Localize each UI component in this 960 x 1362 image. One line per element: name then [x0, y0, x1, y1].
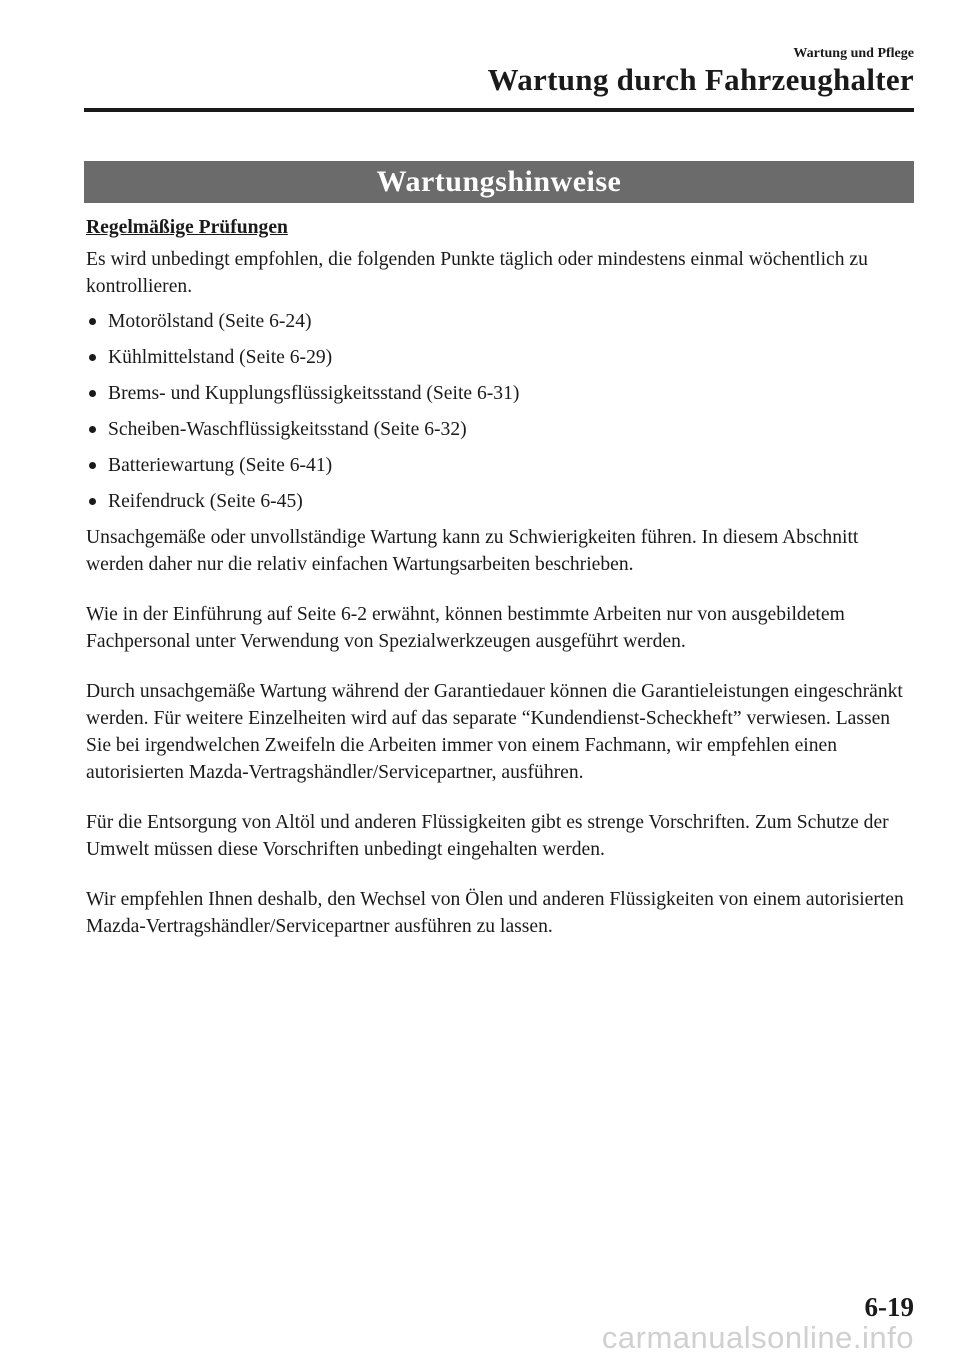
- check-list: [86, 308, 916, 524]
- list-item-text: Brems- und Kupplungsflüssigkeitsstand (Seite 6-31): [108, 383, 520, 404]
- bullet-icon: [89, 354, 96, 361]
- list-item: [86, 308, 916, 344]
- body-paragraph: Durch unsachgemäße Wartung während der Garantiedauer können die Garantieleistungen eingeschränkt werden. Für weitere Einzelheiten wird auf das separate “Kundendienst-Scheckheft” verwiesen. Lassen Sie bei irgendwelchen Zweifeln die Arbeiten immer von einem Fachmann, wir empfehlen einen autorisierten Mazda-Vertragshändler/Servicepartner, ausführen.: [86, 681, 903, 783]
- list-item-text: Batteriewartung (Seite 6-41): [108, 455, 333, 476]
- list-item-text: Reifendruck (Seite 6-45): [108, 491, 303, 512]
- bullet-icon: [89, 318, 96, 325]
- header-title: Wartung durch Fahrzeughalter: [487, 62, 914, 97]
- page-number: 6-19: [864, 1292, 914, 1322]
- list-item: [86, 452, 916, 488]
- header-section-label: Wartung und Pflege: [793, 46, 914, 61]
- list-item-text: Motorölstand (Seite 6-24): [108, 311, 312, 332]
- bullet-icon: [89, 462, 96, 469]
- body-paragraph: Wir empfehlen Ihnen deshalb, den Wechsel von Ölen und anderen Flüssigkeiten von einem autorisierten Mazda-Vertragshändler/Servicepartner ausführen zu lassen.: [86, 889, 904, 937]
- body-paragraph: Unsachgemäße oder unvollständige Wartung kann zu Schwierigkeiten führen. In diesem Abschnitt werden daher nur die relativ einfachen Wartungsarbeiten beschrieben.: [86, 527, 859, 575]
- header-rule: [84, 108, 914, 112]
- bullet-icon: [89, 498, 96, 505]
- list-item-text: Kühlmittelstand (Seite 6-29): [108, 347, 333, 368]
- bullet-icon: [89, 426, 96, 433]
- list-item-text: Scheiben-Waschflüssigkeitsstand (Seite 6-32): [108, 419, 467, 440]
- section-banner: Wartungshinweise: [84, 161, 914, 203]
- body-paragraph: Für die Entsorgung von Altöl und anderen Flüssigkeiten gibt es strenge Vorschriften. Zum Schutze der Umwelt müssen diese Vorschriften unbedingt eingehalten werden.: [86, 812, 889, 860]
- main-content: [86, 214, 916, 940]
- list-item: [86, 344, 916, 380]
- bullet-icon: [89, 390, 96, 397]
- watermark: carmanualsonline.info: [601, 1320, 914, 1355]
- list-item: [86, 380, 916, 416]
- list-item: [86, 416, 916, 452]
- intro-paragraph: Es wird unbedingt empfohlen, die folgenden Punkte täglich oder mindestens einmal wöchentlich zu kontrollieren.: [86, 249, 868, 297]
- subheading: Regelmäßige Prüfungen: [86, 217, 288, 238]
- body-paragraph: Wie in der Einführung auf Seite 6-2 erwähnt, können bestimmte Arbeiten nur von ausgebildetem Fachpersonal unter Verwendung von Spezialwerkzeugen ausgeführt werden.: [86, 604, 845, 652]
- list-item: [86, 488, 916, 524]
